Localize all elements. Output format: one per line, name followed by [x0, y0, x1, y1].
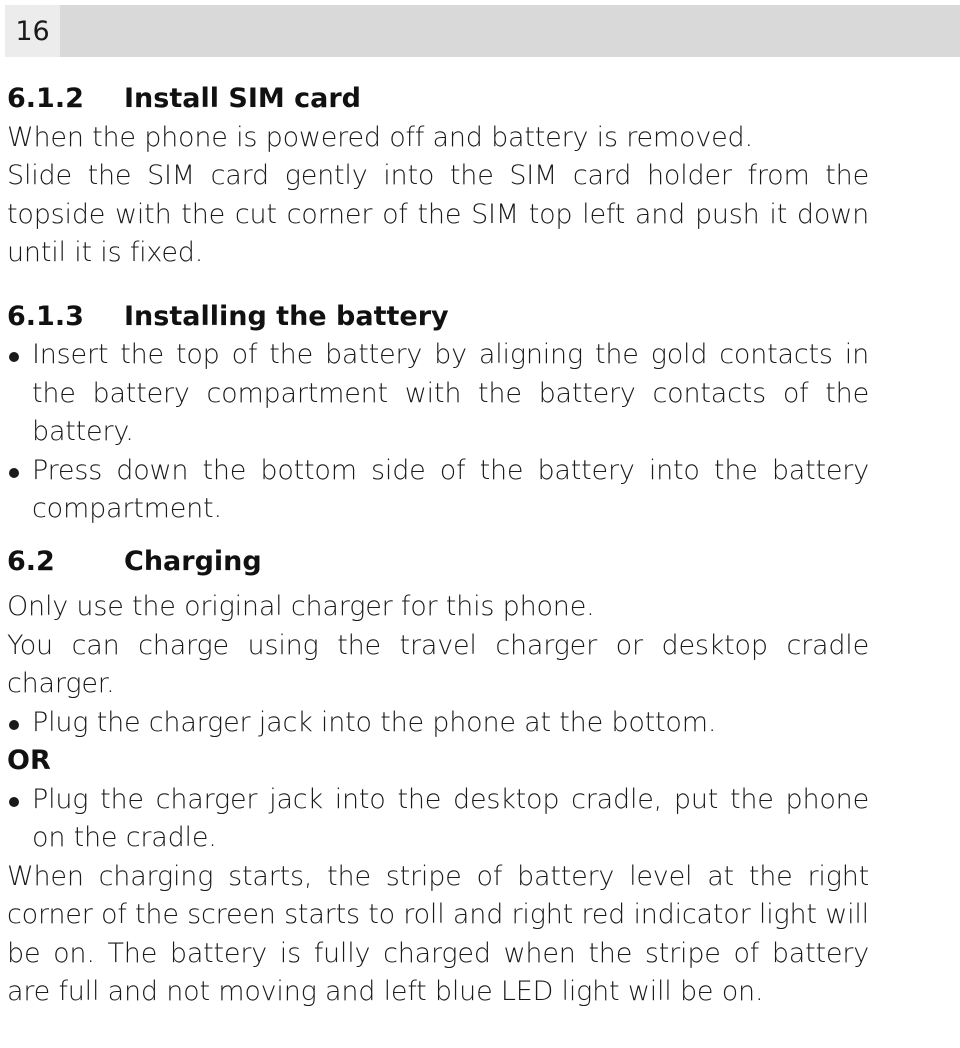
spacer [7, 529, 869, 543]
section-heading-6-2 [7, 543, 869, 582]
paragraph: When the phone is powered off and battery is removed. [7, 121, 753, 153]
section-title: Install SIM card [124, 83, 362, 114]
paragraph: When charging starts, the stripe of battery level at the right corner of the screen starts to roll and right red indicator light will be on. The battery is fully charged when the stripe of battery are full and not moving and left blue LED light will be on. [7, 860, 869, 1007]
page-header-bar [5, 5, 960, 57]
section-heading-6-1-3 [7, 298, 869, 337]
spacer [7, 581, 869, 588]
section-number: 6.1.3 [7, 300, 84, 332]
section-title: Charging [124, 545, 262, 577]
list-item [7, 704, 869, 743]
or-label: OR [7, 745, 51, 776]
bullet-icon [7, 336, 32, 452]
paragraph: You can charge using the travel charger or desktop cradle charger. [7, 629, 869, 699]
paragraph: Slide the SIM card gently into the SIM card holder from the topside with the cut corner of the SIM top left and push it down until it is fixed. [7, 160, 869, 268]
list-item-text: Plug the charger jack into the desktop cradle, put the phone on the cradle. [32, 783, 869, 853]
page-content [7, 80, 869, 1012]
section-heading-6-1-2 [7, 80, 869, 119]
section-title: Installing the battery [124, 300, 449, 332]
page-number: 16 [5, 5, 60, 57]
bullet-icon [7, 781, 32, 858]
bullet-icon [7, 452, 32, 529]
list-item-text: Plug the charger jack into the phone at the bottom. [32, 706, 717, 738]
list-item-text: Press down the bottom side of the battery into the battery compartment. [32, 454, 869, 524]
spacer [7, 273, 869, 298]
list-item [7, 336, 869, 452]
list-item-text: Insert the top of the battery by aligning the gold contacts in the battery compartment with the battery contacts of the battery. [32, 339, 869, 447]
section-number: 6.2 [7, 545, 55, 577]
list-item [7, 781, 869, 858]
paragraph: Only use the original charger for this phone. [7, 591, 595, 622]
list-item [7, 452, 869, 529]
bullet-icon [7, 704, 32, 743]
section-number: 6.1.2 [7, 83, 84, 114]
